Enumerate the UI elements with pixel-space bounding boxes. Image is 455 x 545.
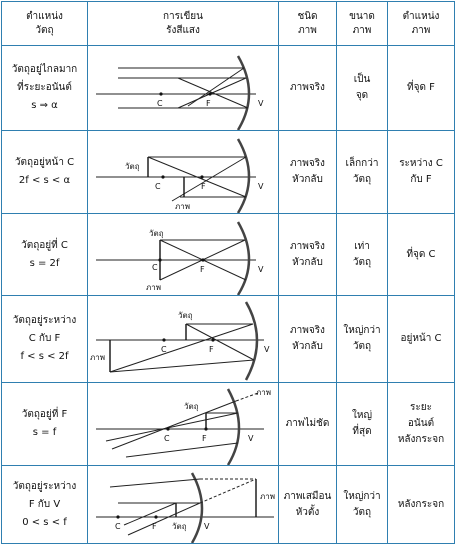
incident-ray bbox=[124, 503, 176, 525]
header-image-type: ชนิด ภาพ bbox=[279, 2, 337, 46]
label-object: วัตถุ bbox=[149, 229, 164, 238]
ray-diagram-between-f-v bbox=[88, 467, 278, 543]
concave-mirror bbox=[246, 302, 257, 380]
point-f bbox=[201, 258, 204, 261]
concave-mirror-table bbox=[1, 1, 455, 544]
table-row bbox=[2, 46, 455, 131]
ray-diagram-at-c bbox=[88, 214, 278, 295]
label-v: V bbox=[258, 182, 264, 191]
label-image: ภาพ bbox=[256, 388, 272, 397]
point-c bbox=[162, 338, 165, 341]
label-c: C bbox=[155, 182, 161, 191]
image-type-cell: ภาพเสมือน หัวตั้ง bbox=[279, 466, 337, 544]
reflected-ray bbox=[188, 68, 244, 106]
point-c bbox=[161, 175, 164, 178]
table-row bbox=[2, 383, 455, 466]
image-type-cell: ภาพไม่ชัด bbox=[279, 383, 337, 466]
point-f bbox=[208, 92, 211, 95]
label-c: C bbox=[152, 263, 158, 272]
image-position-cell: ที่จุด C bbox=[388, 214, 455, 296]
object-position-cell: วัตถุอยู่ที่ F s = f bbox=[2, 383, 88, 466]
ray-diagram-beyond-c bbox=[88, 131, 278, 213]
reflected-ray bbox=[172, 157, 246, 201]
concave-mirror bbox=[192, 473, 202, 543]
label-image: ภาพ bbox=[175, 202, 191, 211]
header-image-position: ตำแหน่ง ภาพ bbox=[388, 2, 455, 46]
object-position-cell: วัตถุอยู่ไกลมาก ที่ระยะอนันต์ s ⇒ α bbox=[2, 46, 88, 131]
ray-diagram-infinity bbox=[88, 46, 278, 130]
object-position-cell: วัตถุอยู่ที่ C s = 2f bbox=[2, 214, 88, 296]
table-row bbox=[2, 214, 455, 296]
label-v: V bbox=[258, 265, 264, 274]
image-size-cell: เป็น จุด bbox=[337, 46, 388, 131]
header-row bbox=[2, 2, 455, 46]
table-row bbox=[2, 466, 455, 544]
image-size-cell: ใหญ่ ที่สุด bbox=[337, 383, 388, 466]
reflected-ray bbox=[126, 443, 238, 457]
point-c bbox=[166, 427, 169, 430]
image-position-cell: ระหว่าง C กับ F bbox=[388, 131, 455, 214]
header-object-position: ตำแหน่ง วัตถุ bbox=[2, 2, 88, 46]
image-type-cell: ภาพจริง หัวกลับ bbox=[279, 214, 337, 296]
label-f: F bbox=[209, 345, 214, 354]
ray-diagram-cell bbox=[88, 383, 279, 466]
header-ray-diagram: การเขียน รังสีแสง bbox=[88, 2, 279, 46]
point-c bbox=[158, 258, 161, 261]
image-position-cell: ระยะ อนันต์ หลังกระจก bbox=[388, 383, 455, 466]
concave-mirror bbox=[238, 222, 249, 295]
incident-ray bbox=[186, 324, 254, 360]
image-position-cell: หลังกระจก bbox=[388, 466, 455, 544]
label-f: F bbox=[200, 265, 205, 274]
label-c: C bbox=[164, 434, 170, 443]
concave-mirror bbox=[238, 139, 249, 213]
label-image: ภาพ bbox=[146, 283, 162, 292]
header-image-size: ขนาด ภาพ bbox=[337, 2, 388, 46]
ray-diagram-cell bbox=[88, 131, 279, 214]
ray-diagram-cell bbox=[88, 46, 279, 131]
ray-diagram-at-f bbox=[88, 383, 278, 465]
image-size-cell: ใหญ่กว่า วัตถุ bbox=[337, 296, 388, 383]
table-row bbox=[2, 131, 455, 214]
image-type-cell: ภาพจริง หัวกลับ bbox=[279, 296, 337, 383]
image-position-cell: ที่จุด F bbox=[388, 46, 455, 131]
label-c: C bbox=[115, 521, 121, 531]
image-size-cell: เล็กกว่า วัตถุ bbox=[337, 131, 388, 214]
image-size-cell: ใหญ่กว่า วัตถุ bbox=[337, 466, 388, 544]
point-f bbox=[211, 338, 214, 341]
label-f: F bbox=[206, 99, 211, 108]
table-row bbox=[2, 296, 455, 383]
label-v: V bbox=[264, 345, 270, 354]
object-position-cell: วัตถุอยู่ระหว่าง F กับ V 0 < s < f bbox=[2, 466, 88, 544]
point-f bbox=[200, 175, 203, 178]
image-position-cell: อยู่หน้า C bbox=[388, 296, 455, 383]
label-f: F bbox=[201, 182, 206, 191]
label-c: C bbox=[157, 99, 163, 108]
reflected-ray bbox=[112, 401, 236, 449]
point-c bbox=[159, 92, 162, 95]
object-position-cell: วัตถุอยู่หน้า C 2f < s < α bbox=[2, 131, 88, 214]
virtual-ray bbox=[200, 479, 256, 503]
ray-diagram-cell bbox=[88, 296, 279, 383]
label-v: V bbox=[248, 434, 254, 443]
label-f: F bbox=[152, 521, 157, 531]
image-type-cell: ภาพจริง หัวกลับ bbox=[279, 131, 337, 214]
reflected-ray bbox=[110, 360, 254, 372]
extended-ray bbox=[236, 393, 258, 401]
reflected-ray bbox=[110, 479, 200, 487]
image-type-cell: ภาพจริง bbox=[279, 46, 337, 131]
ray-diagram-cell bbox=[88, 214, 279, 296]
label-v: V bbox=[204, 521, 210, 531]
point-c bbox=[116, 515, 119, 518]
ray-diagram-between-c-f bbox=[88, 296, 278, 382]
object-position-cell: วัตถุอยู่ระหว่าง C กับ F f < s < 2f bbox=[2, 296, 88, 383]
label-object: วัตถุ bbox=[184, 402, 199, 411]
label-object: วัตถุ bbox=[125, 162, 140, 171]
ray-diagram-cell bbox=[88, 466, 279, 544]
point-f bbox=[154, 515, 157, 518]
label-object: วัตถุ bbox=[172, 521, 187, 531]
concave-mirror bbox=[238, 56, 249, 130]
label-object: วัตถุ bbox=[178, 311, 193, 320]
label-image: ภาพ bbox=[260, 491, 276, 501]
reflected-ray bbox=[106, 413, 238, 441]
label-f: F bbox=[202, 434, 207, 443]
label-image: ภาพ bbox=[90, 353, 106, 362]
image-size-cell: เท่า วัตถุ bbox=[337, 214, 388, 296]
label-c: C bbox=[161, 345, 167, 354]
point-f bbox=[204, 427, 207, 430]
label-v: V bbox=[258, 99, 264, 108]
